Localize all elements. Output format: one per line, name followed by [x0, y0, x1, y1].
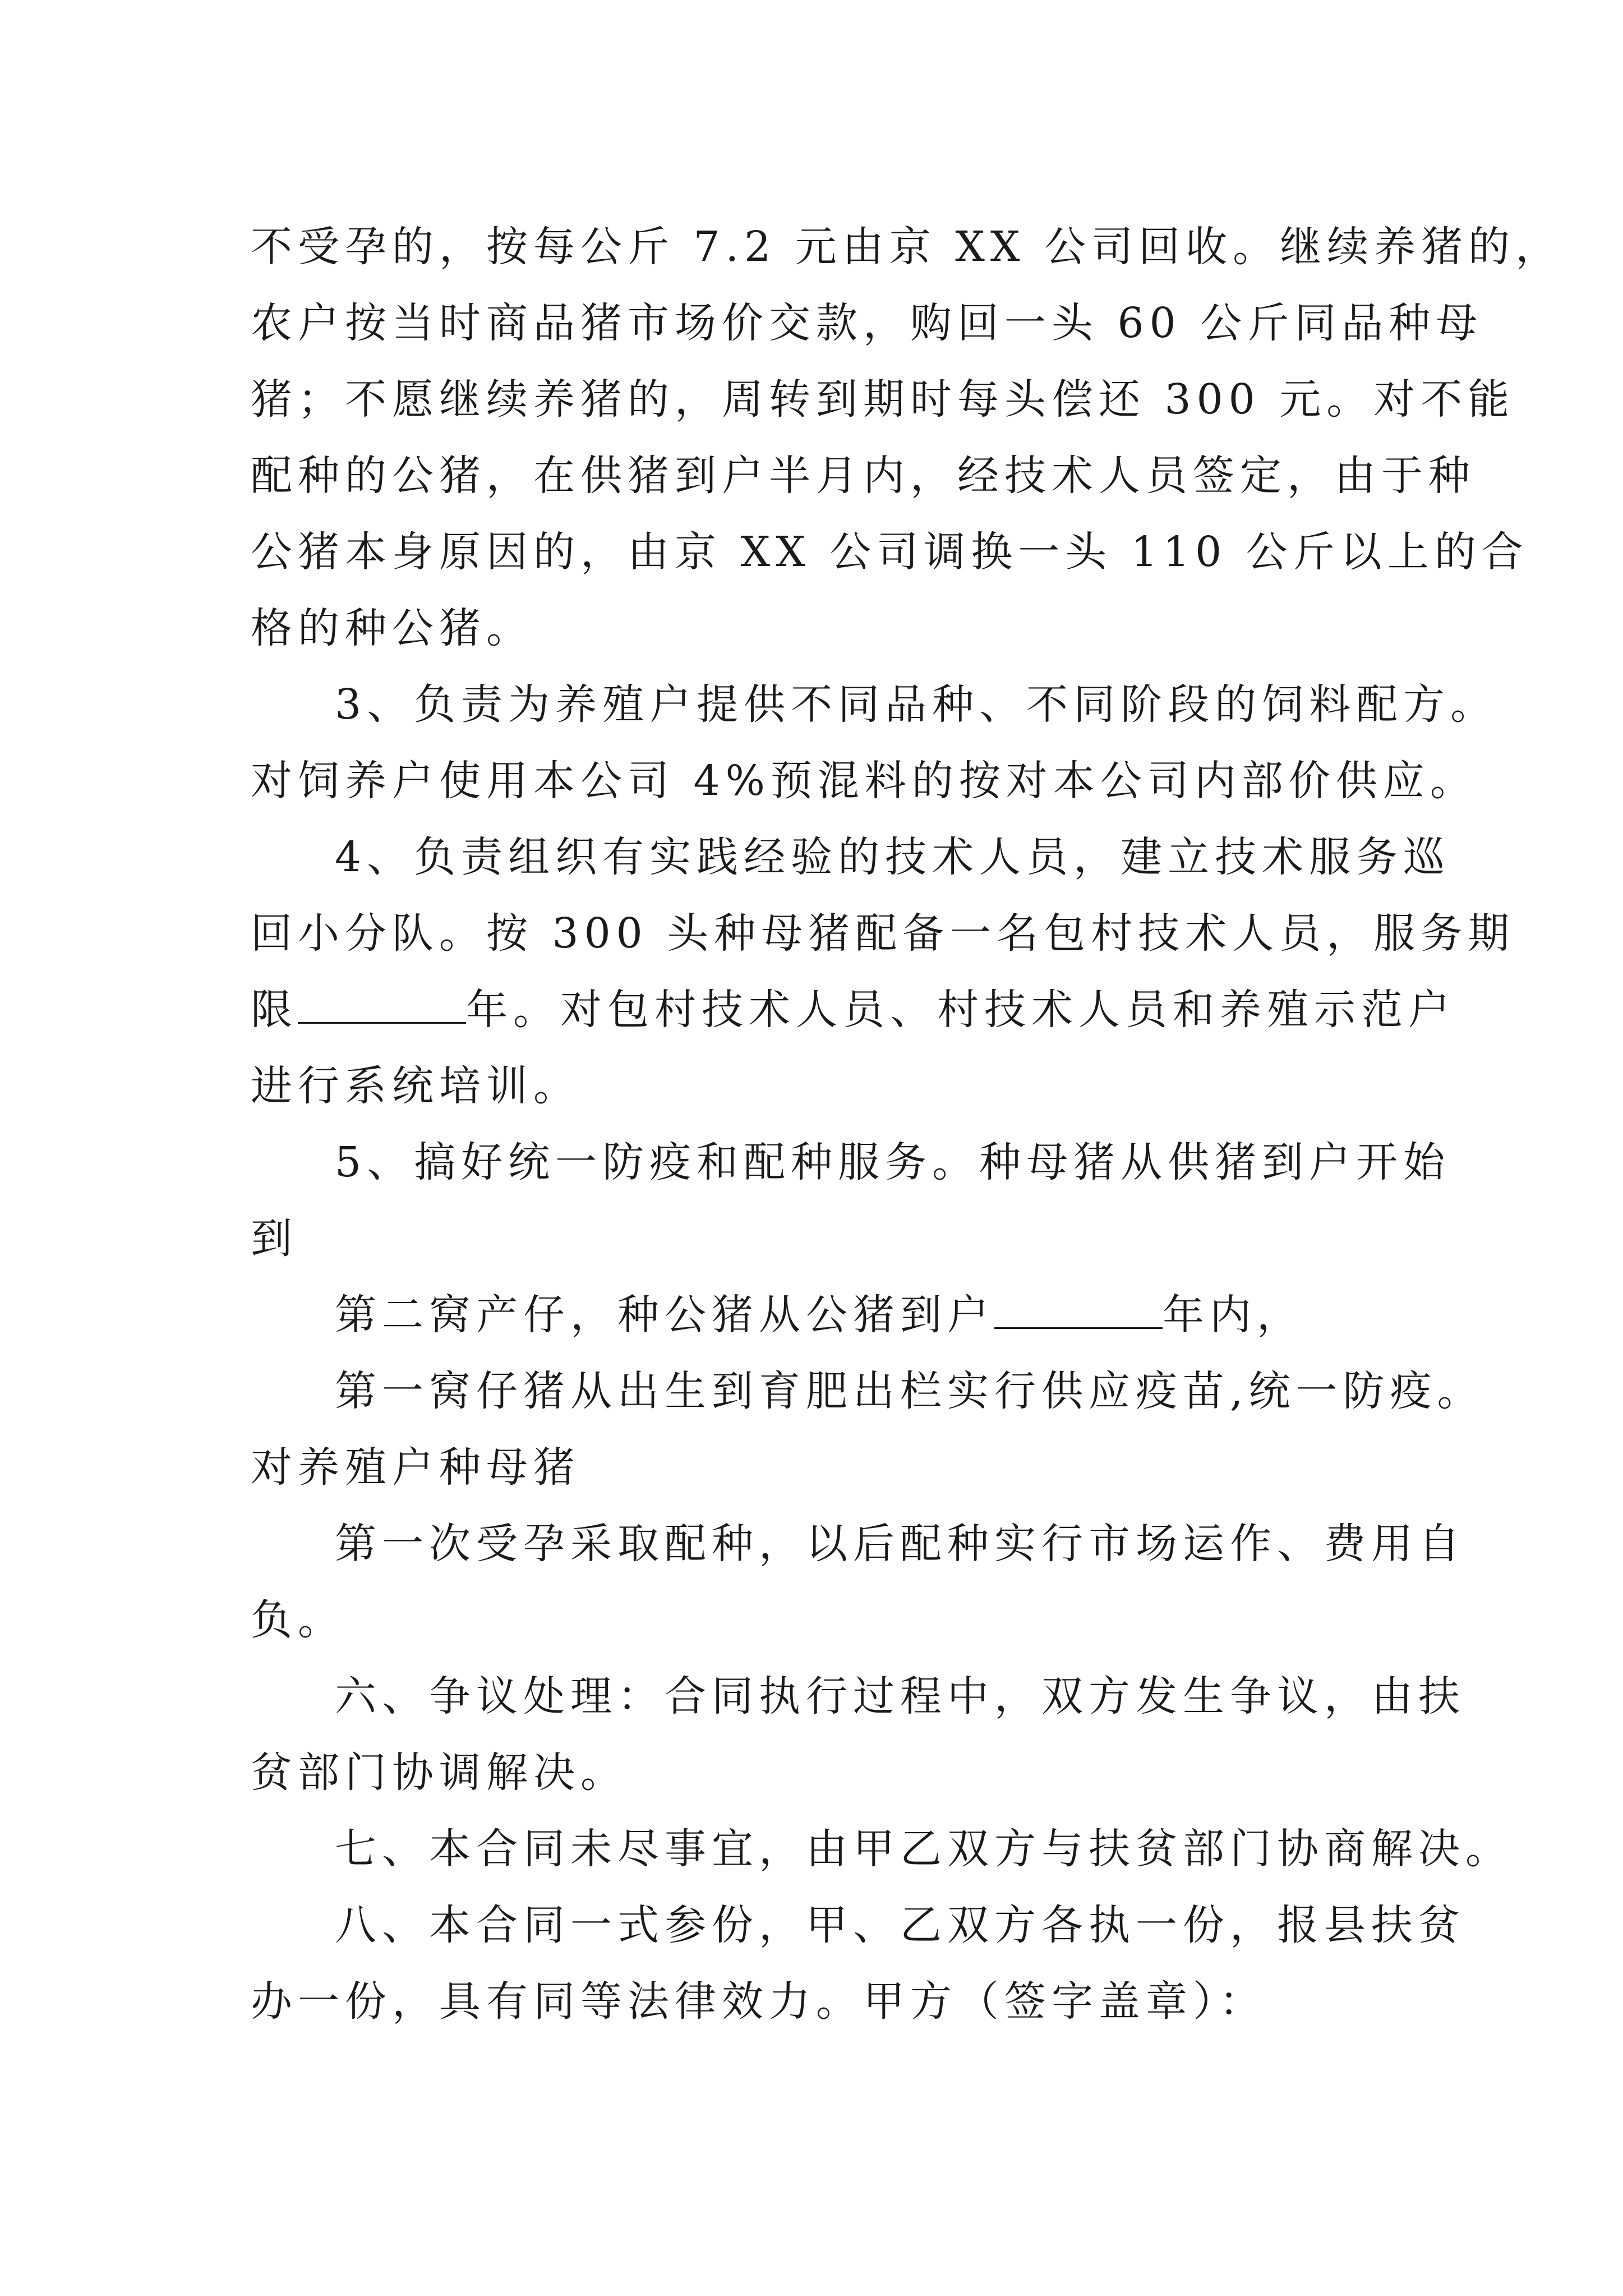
- paragraph-line: 负。: [251, 1596, 345, 1644]
- text-before-blank: 第二窝产仔，种公猪从公猪到户: [335, 1291, 994, 1339]
- paragraph-line: 农户按当时商品猪市场价交款，购回一头 60 公斤同品种母: [251, 299, 1483, 347]
- fill-in-blank[interactable]: [298, 988, 466, 1024]
- clause-3-line: 3、负责为养殖户提供不同品种、不同阶段的饲料配方。: [335, 680, 1498, 729]
- clause-5-line: 到: [251, 1214, 298, 1263]
- text-before-blank: 限: [251, 986, 298, 1034]
- contract-body: [251, 209, 1563, 2040]
- text-after-blank: 年内，: [1163, 1291, 1304, 1339]
- paragraph-line: 第一窝仔猪从出生到育肥出栏实行供应疫苗,统一防疫。: [335, 1367, 1484, 1415]
- clause-5-line: 5、搞好统一防疫和配种服务。种母猪从供猪到户开始: [335, 1138, 1451, 1186]
- paragraph-line: 对养殖户种母猪: [251, 1443, 580, 1492]
- section-7-line: 七、本合同未尽事宜，由甲乙双方与扶贫部门协商解决。: [335, 1825, 1513, 1873]
- clause-3-line: 对饲养户使用本公司 4%预混料的按对本公司内部价供应。: [251, 757, 1477, 805]
- clause-5-blank-line: [251, 1277, 1378, 1353]
- paragraph-line: 第一次受孕采取配种，以后配种实行市场运作、费用自: [335, 1520, 1465, 1568]
- paragraph-line: 不受孕的，按每公斤 7.2 元由京 XX 公司回收。继续养猪的，: [251, 223, 1563, 271]
- paragraph-line: 配种的公猪，在供猪到户半月内，经技术人员签定，由于种: [251, 452, 1476, 500]
- paragraph-line: 猪；不愿继续养猪的，周转到期时每头偿还 300 元。对不能: [251, 375, 1515, 424]
- clause-4-line: 回小分队。按 300 头种母猪配备一名包村技术人员，服务期: [251, 909, 1515, 958]
- paragraph-line: 格的种公猪。: [251, 604, 533, 652]
- clause-4-line: 进行系统培训。: [251, 1062, 580, 1110]
- paragraph-line: 公猪本身原因的，由京 XX 公司调换一头 110 公斤以上的合: [251, 528, 1529, 576]
- section-8-line: 办一份，具有同等法律效力。甲方（签字盖章）：: [251, 1977, 1266, 2026]
- section-6-line: 贫部门协调解决。: [251, 1749, 628, 1797]
- clause-4-line: 4、负责组织有实践经验的技术人员，建立技术服务巡: [335, 833, 1451, 881]
- section-8-line: 八、本合同一式参份，甲、乙双方各执一份，报县扶贫: [335, 1901, 1465, 1949]
- section-6-line: 六、争议处理：合同执行过程中，双方发生争议，由扶: [335, 1672, 1465, 1720]
- text-after-blank: 年。对包村技术人员、村技术人员和养殖示范户: [466, 986, 1455, 1034]
- fill-in-blank[interactable]: [994, 1294, 1163, 1329]
- clause-4-blank-line: [251, 972, 1455, 1048]
